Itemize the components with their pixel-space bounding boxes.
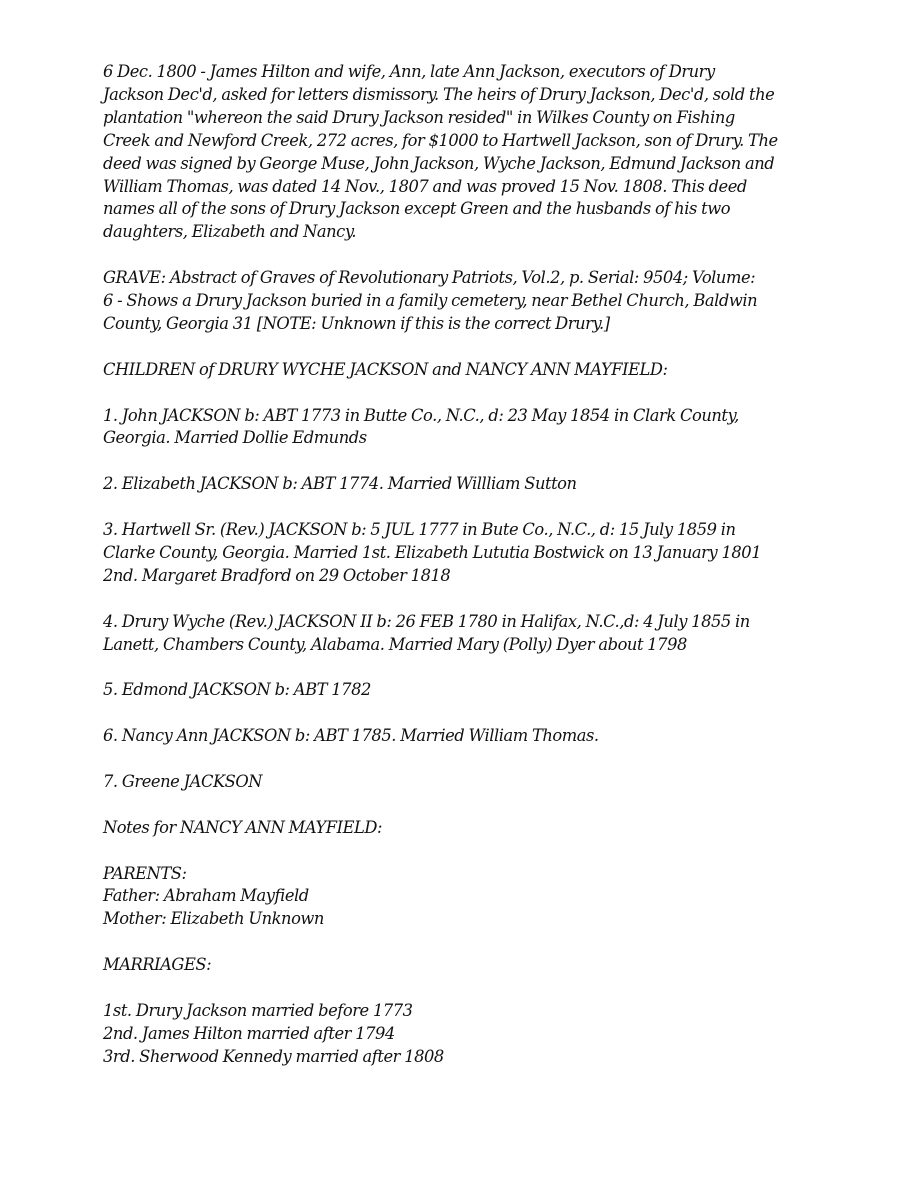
text-line: 2nd. James Hilton married after 1794 <box>103 1023 395 1043</box>
text-line: 3. Hartwell Sr. (Rev.) JACKSON b: 5 JUL 1777 in Bute Co., N.C., d: 15 July 1859 in <box>103 520 736 540</box>
text-line: 6 Dec. 1800 - James Hilton and wife, Ann, late Ann Jackson, executors of Drury <box>103 62 715 81</box>
text-line: County, Georgia 31 [NOTE: Unknown if this is the correct Drury.] <box>103 313 610 333</box>
text-line: MARRIAGES: <box>103 955 212 975</box>
text-line: Jackson Dec'd, asked for letters dismissory. The heirs of Drury Jackson, Dec'd, sold the <box>103 84 775 104</box>
text-line: 2. Elizabeth JACKSON b: ABT 1774. Married Willliam Sutton <box>103 474 577 494</box>
marriages-list <box>103 1000 815 1069</box>
text-line: 1st. Drury Jackson married before 1773 <box>103 1000 413 1020</box>
text-line: 3rd. Sherwood Kennedy married after 1808 <box>103 1046 444 1066</box>
parents-section <box>103 863 815 932</box>
text-line: William Thomas, was dated 14 Nov., 1807 and was proved 15 Nov. 1808. This deed <box>103 176 747 196</box>
child-entry-4 <box>103 611 815 657</box>
text-line: deed was signed by George Muse, John Jackson, Wyche Jackson, Edmund Jackson and <box>103 153 775 173</box>
text-line: Father: Abraham Mayfield <box>103 886 309 906</box>
notes-heading <box>103 817 815 840</box>
paragraph-grave <box>103 267 815 336</box>
text-line: names all of the sons of Drury Jackson except Green and the husbands of his two <box>103 199 731 219</box>
text-line: 5. Edmond JACKSON b: ABT 1782 <box>103 680 371 700</box>
marriages-heading <box>103 954 815 977</box>
text-line: GRAVE: Abstract of Graves of Revolutionary Patriots, Vol.2, p. Serial: 9504; Volume: <box>103 268 756 288</box>
text-line: 7. Greene JACKSON <box>103 771 263 791</box>
text-line: Clarke County, Georgia. Married 1st. Elizabeth Lututia Bostwick on 13 January 1801 <box>103 542 762 562</box>
paragraph-estate-sale <box>103 61 815 244</box>
text-line: Notes for NANCY ANN MAYFIELD: <box>103 817 383 837</box>
text-line: 6 - Shows a Drury Jackson buried in a family cemetery, near Bethel Church, Baldwin <box>103 291 758 311</box>
text-line: 6. Nancy Ann JACKSON b: ABT 1785. Married William Thomas. <box>103 726 599 746</box>
child-entry-7 <box>103 771 815 794</box>
child-entry-6 <box>103 725 815 748</box>
text-line: 4. Drury Wyche (Rev.) JACKSON II b: 26 FEB 1780 in Halifax, N.C.,d: 4 July 1855 in <box>103 611 750 631</box>
text-line: Georgia. Married Dollie Edmunds <box>103 428 367 448</box>
text-line: Creek and Newford Creek, 272 acres, for $1000 to Hartwell Jackson, son of Drury. The <box>103 130 778 150</box>
child-entry-1 <box>103 405 815 451</box>
children-heading <box>103 359 815 382</box>
text-line: 2nd. Margaret Bradford on 29 October 1818 <box>103 565 451 585</box>
document-page <box>103 61 815 1092</box>
text-line: plantation "whereon the said Drury Jackson resided" in Wilkes County on Fishing <box>103 107 735 127</box>
child-entry-2 <box>103 473 815 496</box>
child-entry-5 <box>103 679 815 702</box>
text-line: Mother: Elizabeth Unknown <box>103 909 324 929</box>
text-line: Lanett, Chambers County, Alabama. Married Mary (Polly) Dyer about 1798 <box>103 634 687 654</box>
text-line: CHILDREN of DRURY WYCHE JACKSON and NANCY ANN MAYFIELD: <box>103 359 668 379</box>
text-line: PARENTS: <box>103 863 187 883</box>
child-entry-3 <box>103 519 815 588</box>
text-line: daughters, Elizabeth and Nancy. <box>103 222 357 242</box>
text-line: 1. John JACKSON b: ABT 1773 in Butte Co., N.C., d: 23 May 1854 in Clark County, <box>103 405 739 425</box>
